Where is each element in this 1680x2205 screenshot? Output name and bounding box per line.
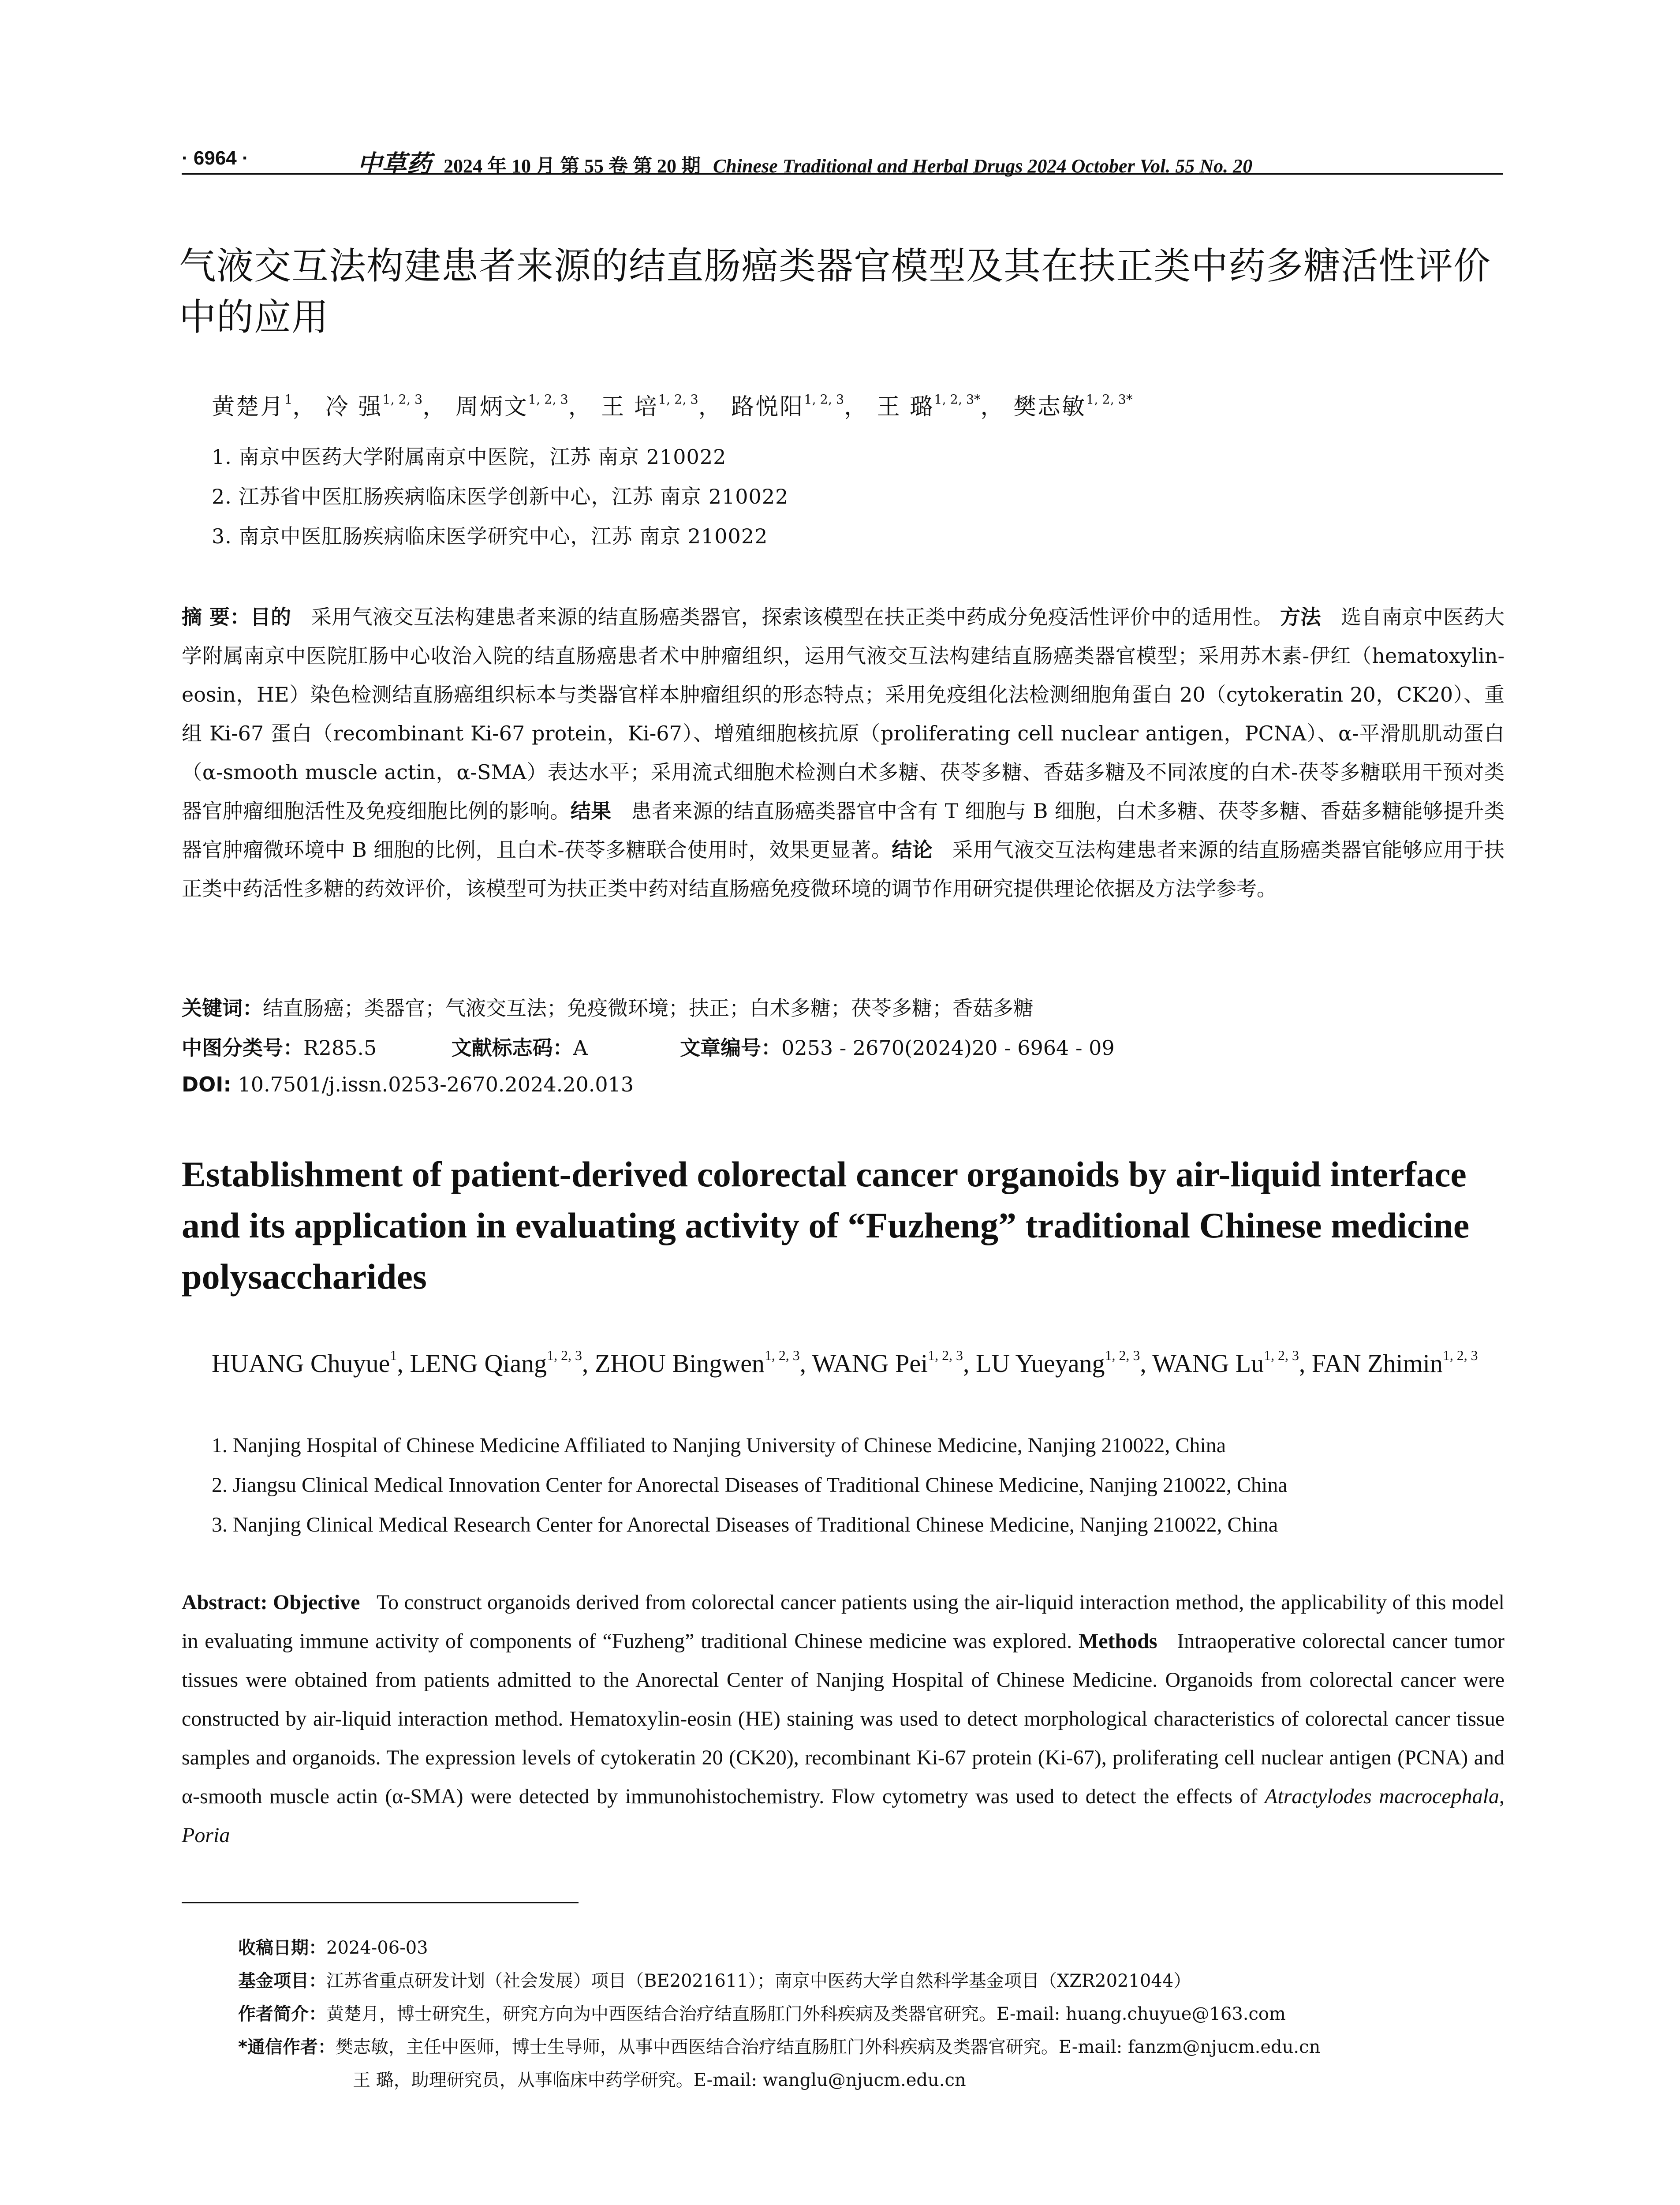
- author-affiliation-mark: 1, 2, 3: [1442, 1348, 1478, 1363]
- species-name: Atractylodes macrocephala: [1265, 1785, 1500, 1808]
- methods-label: Methods: [1078, 1629, 1157, 1653]
- objective-label: Objective: [273, 1591, 360, 1614]
- chinese-affiliation: 2. 江苏省中医肛肠疾病临床医学创新中心，江苏 南京 210022: [212, 485, 789, 508]
- author-affiliation-mark: 1, 2, 3: [1264, 1348, 1299, 1363]
- author-name: ZHOU Bingwen: [594, 1349, 765, 1378]
- received-date: 2024-06-03: [326, 1938, 428, 1958]
- author-name: 周炳文: [455, 394, 528, 420]
- footnote-corresponding: [238, 2033, 1320, 2058]
- author-name: 冷 强: [325, 394, 383, 420]
- footnote-rule: [182, 1902, 579, 1903]
- keywords-label: 关键词：: [182, 996, 263, 1020]
- footnote-fund: [238, 1967, 1191, 1992]
- doi-label: DOI:: [182, 1073, 231, 1096]
- author-name: 王 璐: [877, 394, 934, 420]
- footnote-author: [238, 2000, 1286, 2025]
- english-affiliation: 3. Nanjing Clinical Medical Research Center for Anorectal Diseases of Traditional Chinese Medicine, Nanjing 210022, China: [212, 1513, 1278, 1536]
- author-name: LENG Qiang: [410, 1349, 547, 1378]
- author-affiliation-mark: 1, 2, 3: [528, 392, 568, 407]
- author-name: WANG Pei: [812, 1349, 928, 1378]
- results-text: 患者来源的结直肠癌类器官中含有 T 细胞与 B 细胞，白术多糖、茯苓多糖、香菇多糖能够提升类器官肿瘤微环境中 B 细胞的比例，且白术-茯苓多糖联合使用时，效果更显著。: [182, 799, 1505, 862]
- chinese-affiliation: 3. 南京中医肛肠疾病临床医学研究中心，江苏 南京 210022: [212, 524, 768, 548]
- author-name: LU Yueyang: [975, 1349, 1105, 1378]
- article-number-value: 0253 - 2670(2024)20 - 6964 - 09: [781, 1036, 1115, 1060]
- author-name: FAN Zhimin: [1311, 1349, 1443, 1378]
- english-title: Establishment of patient-derived colorectal cancer organoids by air-liquid interface and its application in evaluating activity of “Fuzheng” traditional Chinese medicine polysaccharides: [182, 1154, 1470, 1297]
- fund-text: 江苏省重点研发计划（社会发展）项目（BE2021611）；南京中医药大学自然科学基金项目（XZR2021044）: [326, 1971, 1191, 1991]
- objective-label: 目的: [250, 605, 291, 629]
- author-affiliation-mark: 1, 2, 3: [658, 392, 698, 407]
- author-name: 黄楚月: [212, 394, 285, 420]
- author-affiliation-mark: 1, 2, 3: [382, 392, 423, 407]
- fund-label: 基金项目：: [238, 1971, 326, 1991]
- keywords-line: [182, 992, 1034, 1021]
- footnote-corresponding-2: 王 璐，助理研究员，从事临床中药学研究。E-mail: wanglu@njucm.edu.cn: [353, 2070, 966, 2090]
- species-name: Poria: [182, 1824, 230, 1847]
- journal-name-en: Chinese Traditional and Herbal Drugs 2024 October Vol. 55 No. 20: [713, 155, 1253, 177]
- author-name: 王 培: [601, 394, 658, 420]
- issue-cn: 2024 年 10 月 第 55 卷 第 20 期: [444, 155, 701, 177]
- author-name: 路悦阳: [731, 394, 804, 420]
- abstract-label: Abstract:: [182, 1591, 268, 1614]
- journal-issue-line: [357, 145, 1252, 180]
- author-affiliation-mark: 1: [284, 392, 293, 407]
- abstract-label: 摘 要：: [182, 605, 250, 629]
- conclusion-label: 结论: [892, 838, 933, 862]
- classification-line: [182, 1032, 1115, 1061]
- doi-value: 10.7501/j.issn.0253-2670.2024.20.013: [238, 1073, 634, 1096]
- chinese-affiliation: 1. 南京中医药大学附属南京中医院，江苏 南京 210022: [212, 445, 727, 469]
- document-code-value: A: [573, 1036, 588, 1060]
- author-bio-label: 作者简介：: [238, 2004, 326, 2024]
- footnote-received: [238, 1934, 428, 1959]
- methods-label: 方法: [1280, 605, 1321, 629]
- clc-value: R285.5: [303, 1036, 377, 1060]
- page-number: · 6964 ·: [182, 147, 249, 169]
- article-number-label: 文章编号：: [680, 1036, 782, 1060]
- objective-text: To construct organoids derived from colorectal cancer patients using the air-liquid interaction method, the applicability of this model in evaluating immune activity of components of “Fuzheng” traditional Chinese medicine was explored.: [182, 1591, 1505, 1653]
- results-label: 结果: [570, 799, 612, 823]
- clc-label: 中图分类号：: [182, 1036, 303, 1060]
- methods-text: 选自南京中医药大学附属南京中医院肛肠中心收治入院的结直肠癌患者术中肿瘤组织，运用气液交互法构建结直肠癌类器官模型；采用苏木素-伊红（hematoxylin-eosin，HE）染色检测结直肠癌组织标本与类器官样本肿瘤组织的形态特点；采用免疫组化法检测细胞角蛋白 20（cytokeratin 20，CK20）、重组 Ki-67 蛋白（recombinant Ki-67 protein，Ki-67）、增殖细胞核抗原（proliferating cell nuclear antigen，PCNA）、α-平滑肌肌动蛋白（α-smooth muscle actin，α-SMA）表达水平；采用流式细胞术检测白术多糖、茯苓多糖、香菇多糖及不同浓度的白术-茯苓多糖联用干预对类器官肿瘤细胞活性及免疫细胞比例的影响。: [182, 605, 1505, 823]
- english-authors: HUANG Chuyue$^1$, LENG Qiang$^{1, 2, 3}$, ZHOU Bingwen$^{1, 2, 3}$, WANG Pei$^{1, 2, 3}$, LU Yueyang$^{1, 2, 3}$, WANG Lu$^{1, 2, 3}$, FAN Zhimin$^{1, 2, 3}$: [212, 1348, 1478, 1378]
- methods-text: Intraoperative colorectal cancer tumor tissues were obtained from patients admitted to the Anorectal Center of Nanjing Hospital of Chinese Medicine. Organoids from colorectal cancer were constructed by air-liquid interaction method. Hematoxylin-eosin (HE) staining was used to detect morphological characteristics of colorectal cancer tissue samples and organoids. The expression levels of cytokeratin 20 (CK20), recombinant Ki-67 protein (Ki-67), proliferating cell nuclear antigen (PCNA) and α-smooth muscle actin (α-SMA) were detected by immunohistochemistry. Flow cytometry was used to detect the effects of: [182, 1629, 1505, 1808]
- english-affiliation: 1. Nanjing Hospital of Chinese Medicine Affiliated to Nanjing University of Chinese Medicine, Nanjing 210022, China: [212, 1434, 1226, 1457]
- author-bio-text: 黄楚月，博士研究生，研究方向为中西医结合治疗结直肠肛门外科疾病及类器官研究。E-mail: huang.chuyue@163.com: [326, 2004, 1286, 2024]
- author-affiliation-mark: 1, 2, 3: [547, 1348, 582, 1363]
- conclusion-text: 采用气液交互法构建患者来源的结直肠癌类器官能够应用于扶正类中药活性多糖的药效评价，该模型可为扶正类中药对结直肠癌免疫微环境的调节作用研究提供理论依据及方法学参考。: [182, 838, 1505, 901]
- document-code-label: 文献标志码：: [451, 1036, 573, 1060]
- author-name: WANG Lu: [1152, 1349, 1264, 1378]
- author-name: HUANG Chuyue: [212, 1349, 390, 1378]
- objective-text: 采用气液交互法构建患者来源的结直肠癌类器官，探索该模型在扶正类中药成分免疫活性评价中的适用性。: [311, 605, 1273, 629]
- author-affiliation-mark: 1, 2, 3: [804, 392, 844, 407]
- chinese-abstract: [182, 598, 1505, 908]
- author-affiliation-mark: 1, 2, 3*: [1086, 392, 1133, 407]
- received-label: 收稿日期：: [238, 1938, 326, 1958]
- english-affiliation: 2. Jiangsu Clinical Medical Innovation Center for Anorectal Diseases of Traditional Chinese Medicine, Nanjing 210022, China: [212, 1473, 1288, 1497]
- english-abstract: [182, 1583, 1505, 1855]
- author-affiliation-mark: 1, 2, 3: [928, 1348, 963, 1363]
- author-name: 樊志敏: [1013, 394, 1086, 420]
- chinese-authors: 黄楚月$^1$， 冷 强$^{1, 2, 3}$， 周炳文$^{1, 2, 3}$， 王 培$^{1, 2, 3}$， 路悦阳$^{1, 2, 3}$， 王 璐$^{1, 2, 3*}$， 樊志敏$^{1, 2, 3*}$: [212, 392, 1133, 420]
- author-affiliation-mark: 1: [390, 1348, 397, 1363]
- doi-line: [182, 1073, 634, 1096]
- journal-name-cn: 中草药: [357, 149, 431, 179]
- author-affiliation-mark: 1, 2, 3: [764, 1348, 800, 1363]
- keywords-text: 结直肠癌；类器官；气液交互法；免疫微环境；扶正；白术多糖；茯苓多糖；香菇多糖: [263, 996, 1034, 1020]
- header-rule: [182, 173, 1503, 175]
- chinese-title: 气液交互法构建患者来源的结直肠癌类器官模型及其在扶正类中药多糖活性评价中的应用: [179, 244, 1491, 339]
- running-header: [182, 141, 1503, 179]
- author-affiliation-mark: 1, 2, 3: [1105, 1348, 1140, 1363]
- author-affiliation-mark: 1, 2, 3*: [934, 392, 981, 407]
- corresponding-label: *通信作者：: [238, 2037, 336, 2057]
- corresponding-text-1: 樊志敏，主任中医师，博士生导师，从事中西医结合治疗结直肠肛门外科疾病及类器官研究。E-mail: fanzm@njucm.edu.cn: [335, 2037, 1321, 2057]
- separator: ,: [1499, 1785, 1505, 1808]
